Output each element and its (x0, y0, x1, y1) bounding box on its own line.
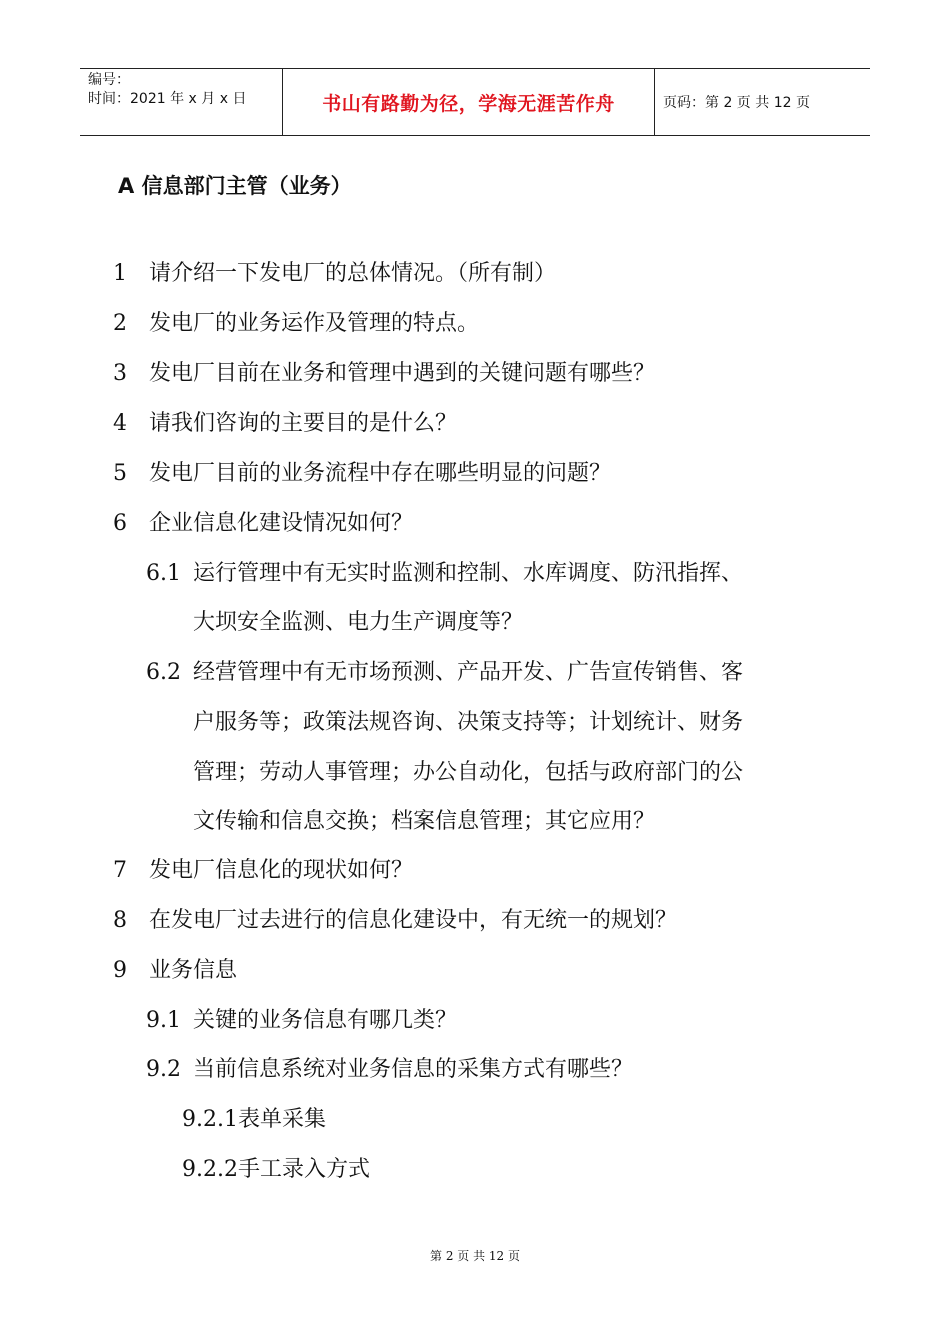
header-page-info: 页码：第 2 页 共 12 页 (663, 95, 810, 111)
list-item: 3 发电厂目前在业务和管理中遇到的关键问题有哪些？ (113, 361, 656, 386)
list-item: 9 业务信息 (113, 958, 238, 983)
list-item-continuation: 户服务等；政策法规咨询、决策支持等；计划统计、财务 (193, 710, 744, 735)
list-item: 7 发电厂信息化的现状如何？ (113, 858, 414, 883)
list-item: 9.1 关键的业务信息有哪几类？ (146, 1008, 458, 1033)
list-item: 9.2.2手工录入方式 (182, 1157, 370, 1182)
header-meta (80, 69, 283, 135)
header-motto: 书山有路勤为径，学海无涯苦作舟 (283, 69, 655, 135)
list-item: 8 在发电厂过去进行的信息化建设中，有无统一的规划？ (113, 908, 678, 933)
list-item-continuation: 文传输和信息交换；档案信息管理；其它应用？ (193, 809, 656, 834)
list-item: 6.1 运行管理中有无实时监测和控制、水库调度、防汛指挥、 (146, 561, 744, 586)
time-label: 时间：2021 年 x 月 x 日 (88, 91, 247, 107)
page-footer: 第 2 页 共 12 页 (430, 1249, 520, 1263)
section-title: A 信息部门主管（业务） (118, 174, 352, 198)
list-item: 6.2 经营管理中有无市场预测、产品开发、广告宣传销售、客 (146, 660, 744, 685)
list-item-continuation: 大坝安全监测、电力生产调度等？ (193, 610, 524, 635)
list-item: 1 请介绍一下发电厂的总体情况。（所有制） (113, 261, 557, 286)
list-item: 9.2 当前信息系统对业务信息的采集方式有哪些？ (146, 1057, 634, 1082)
page-header (80, 68, 870, 136)
list-item: 2 发电厂的业务运作及管理的特点。 (113, 311, 480, 336)
list-item: 9.2.1表单采集 (182, 1107, 326, 1132)
list-item: 5 发电厂目前的业务流程中存在哪些明显的问题？ (113, 461, 612, 486)
serial-label: 编号： (88, 72, 130, 88)
list-item: 6 企业信息化建设情况如何？ (113, 511, 414, 536)
list-item-continuation: 管理；劳动人事管理；办公自动化，包括与政府部门的公 (193, 760, 744, 785)
list-item: 4 请我们咨询的主要目的是什么？ (113, 411, 458, 436)
